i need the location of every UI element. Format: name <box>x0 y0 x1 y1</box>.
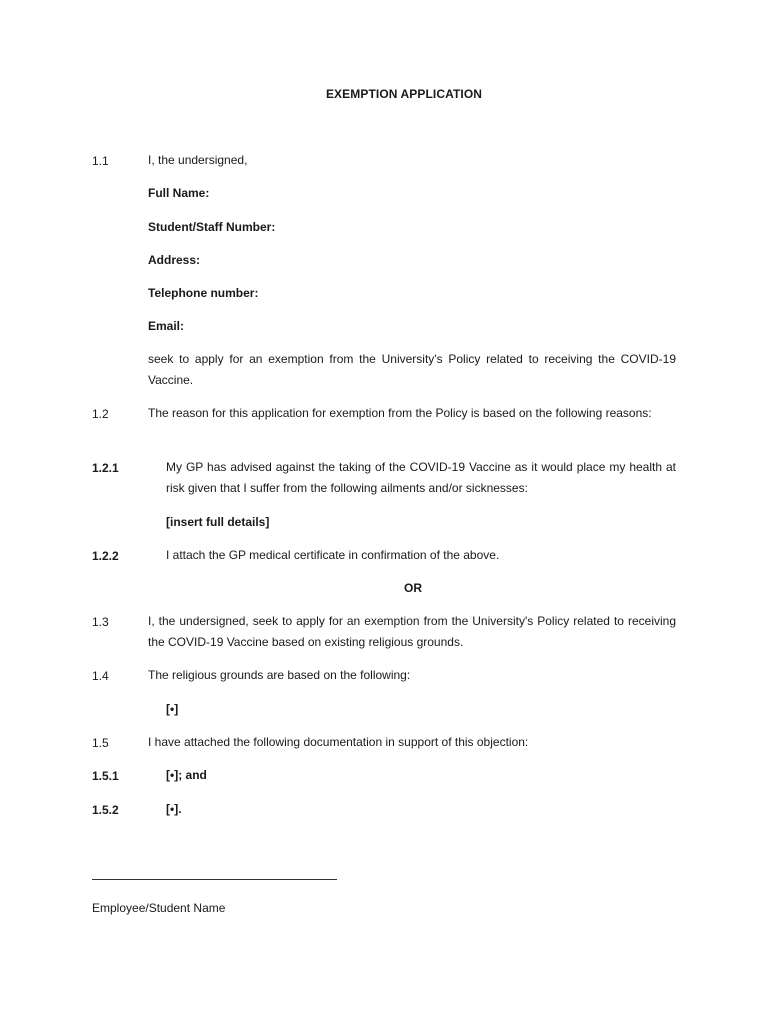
section-number-1-5-2: 1.5.2 <box>92 803 119 817</box>
signature-name-label: Employee/Student Name <box>92 901 226 915</box>
section-number-1-2-1: 1.2.1 <box>92 461 119 475</box>
telephone-number-label: Telephone number: <box>148 286 259 300</box>
section-1-1-closing: seek to apply for an exemption from the University's Policy related to receiving the COVID-19 Vaccine. <box>148 352 676 387</box>
section-1-2-text: The reason for this application for exemption from the Policy is based on the following reasons: <box>148 406 652 420</box>
section-1-5-2-text: [•]. <box>166 802 182 816</box>
student-staff-number-label: Student/Staff Number: <box>148 220 276 234</box>
section-1-2-1-text: My GP has advised against the taking of the COVID-19 Vaccine as it would place my health at risk given that I suffer from the following ailments and/or sicknesses: <box>166 460 676 495</box>
religious-grounds-placeholder: [•] <box>166 702 179 716</box>
section-1-5-1-text: [•]; and <box>166 768 207 782</box>
signature-line <box>92 879 337 880</box>
section-number-1-2: 1.2 <box>92 407 109 421</box>
section-number-1-3: 1.3 <box>92 615 109 629</box>
section-1-1-intro: I, the undersigned, <box>148 153 248 167</box>
insert-full-details-placeholder: [insert full details] <box>166 515 270 529</box>
section-1-3-text: I, the undersigned, seek to apply for an exemption from the University's Policy related to receiving the COVID-19 Vaccine based on existing religious grounds. <box>148 614 676 649</box>
section-1-4-text: The religious grounds are based on the following: <box>148 668 411 682</box>
address-label: Address: <box>148 253 201 267</box>
section-1-2-2-text: I attach the GP medical certificate in confirmation of the above. <box>166 548 500 562</box>
section-number-1-1: 1.1 <box>92 154 109 168</box>
section-1-5-text: I have attached the following documentation in support of this objection: <box>148 735 529 749</box>
document-title: EXEMPTION APPLICATION <box>325 87 483 101</box>
section-number-1-5: 1.5 <box>92 736 109 750</box>
section-number-1-2-2: 1.2.2 <box>92 549 119 563</box>
full-name-label: Full Name: <box>148 186 210 200</box>
section-number-1-5-1: 1.5.1 <box>92 769 119 783</box>
email-label: Email: <box>148 319 185 333</box>
section-number-1-4: 1.4 <box>92 669 109 683</box>
or-separator: OR <box>404 581 422 595</box>
